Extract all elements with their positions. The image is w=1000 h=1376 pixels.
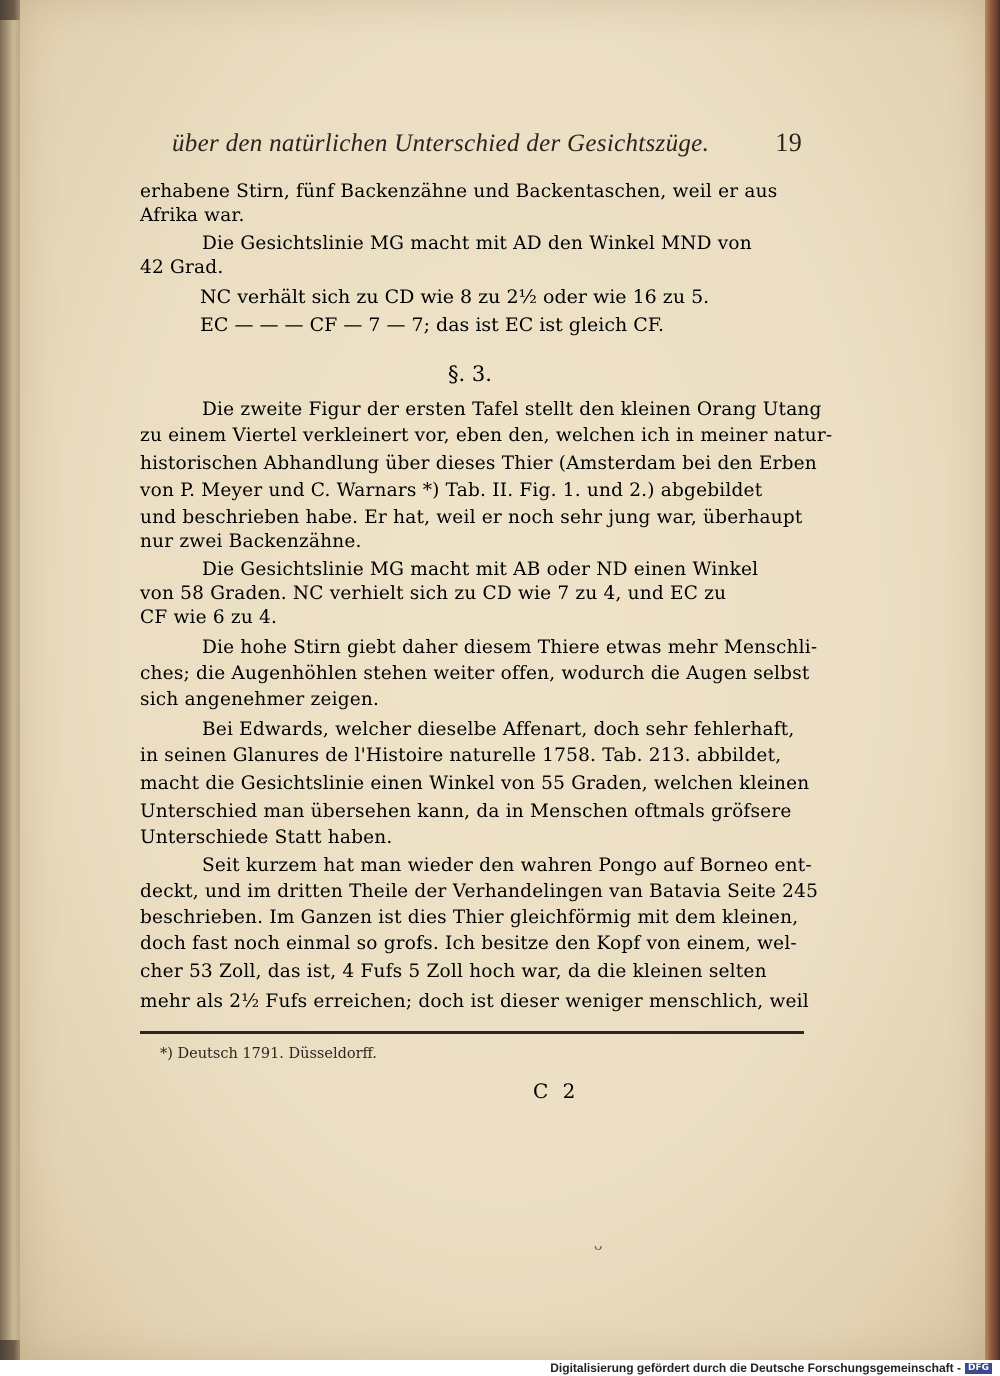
text-line: Afrika war. xyxy=(140,205,245,226)
text-line: historischen Abhandlung über dieses Thier (Amsterdam bei den Erben xyxy=(140,453,817,474)
dfg-credit-text: Digitalisierung gefördert durch die Deutsche Forschungsgemeinschaft - xyxy=(550,1361,961,1375)
signature-mark: C 2 xyxy=(533,1079,580,1103)
text-line: nur zwei Backenzähne. xyxy=(140,531,362,552)
equation-line: NC verhält sich zu CD wie 8 zu 2½ oder wie 16 zu 5. xyxy=(200,286,710,308)
digitization-credit-bar xyxy=(0,1360,1000,1376)
footnote-rule xyxy=(140,1031,804,1034)
text-line: beschrieben. Im Ganzen ist dies Thier gleichförmig mit dem kleinen, xyxy=(140,907,799,928)
text-line: erhabene Stirn, fünf Backenzähne und Backentaschen, weil er aus xyxy=(140,181,778,202)
text-line: doch fast noch einmal so grofs. Ich besitze den Kopf von einem, wel- xyxy=(140,933,797,954)
text-line: macht die Gesichtslinie einen Winkel von 55 Graden, welchen kleinen xyxy=(140,773,810,794)
equation-line: EC — — — CF — 7 — 7; das ist EC ist gleich CF. xyxy=(200,314,665,336)
text-line: 42 Grad. xyxy=(140,257,224,278)
text-line: von 58 Graden. NC verhielt sich zu CD wie 7 zu 4, und EC zu xyxy=(140,583,727,604)
text-line: Bei Edwards, welcher dieselbe Affenart, doch sehr fehlerhaft, xyxy=(202,719,795,740)
text-line: Seit kurzem hat man wieder den wahren Pongo auf Borneo ent- xyxy=(202,855,812,876)
page-mark: ᴗ xyxy=(594,1238,603,1254)
text-line: Die Gesichtslinie MG macht mit AD den Winkel MND von xyxy=(202,233,752,254)
section-heading: §. 3. xyxy=(448,362,492,386)
text-line: in seinen Glanures de l'Histoire naturelle 1758. Tab. 213. abbildet, xyxy=(140,745,782,766)
text-line: ches; die Augenhöhlen stehen weiter offen, wodurch die Augen selbst xyxy=(140,663,810,684)
running-head xyxy=(172,128,802,158)
text-line: deckt, und im dritten Theile der Verhandelingen van Batavia Seite 245 xyxy=(140,881,819,902)
text-line: Die zweite Figur der ersten Tafel stellt den kleinen Orang Utang xyxy=(202,399,822,420)
text-line: CF wie 6 zu 4. xyxy=(140,607,278,628)
text-line: cher 53 Zoll, das ist, 4 Fufs 5 Zoll hoch war, da die kleinen selten xyxy=(140,961,767,982)
left-page-edge xyxy=(0,20,22,1340)
dfg-logo: DFG xyxy=(965,1363,992,1374)
text-line: mehr als 2½ Fufs erreichen; doch ist dieser weniger menschlich, weil xyxy=(140,991,809,1012)
text-line: Die hohe Stirn giebt daher diesem Thiere etwas mehr Menschli- xyxy=(202,637,818,658)
text-line: sich angenehmer zeigen. xyxy=(140,689,380,710)
page-number: 19 xyxy=(775,128,802,157)
text-line: zu einem Viertel verkleinert vor, eben den, welchen ich in meiner natur- xyxy=(140,425,833,446)
running-head-title: über den natürlichen Unterschied der Gesichtszüge. xyxy=(172,130,710,157)
text-line: und beschrieben habe. Er hat, weil er noch sehr jung war, überhaupt xyxy=(140,507,803,528)
text-line: Unterschied man übersehen kann, da in Menschen oftmals gröfsere xyxy=(140,801,792,822)
text-line: von P. Meyer und C. Warnars *) Tab. II. Fig. 1. und 2.) abgebildet xyxy=(140,480,763,501)
book-cover-edge xyxy=(985,0,1000,1360)
footnote: *) Deutsch 1791. Düsseldorff. xyxy=(160,1046,377,1062)
text-line: Die Gesichtslinie MG macht mit AB oder ND einen Winkel xyxy=(202,559,759,580)
text-line: Unterschiede Statt haben. xyxy=(140,827,393,848)
